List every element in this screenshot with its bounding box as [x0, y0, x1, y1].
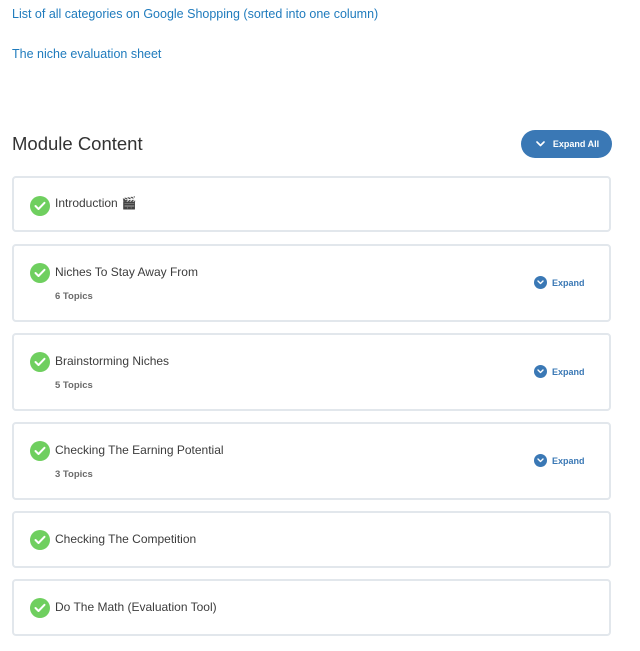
check-circle-icon [30, 530, 50, 550]
expand-label: Expand [552, 455, 585, 466]
check-circle-icon [30, 598, 50, 618]
niche-evaluation-sheet-link[interactable]: The niche evaluation sheet [12, 47, 162, 61]
expand-button[interactable] [534, 454, 585, 467]
expand-all-label: Expand All [552, 139, 600, 149]
lesson-title[interactable]: Brainstorming Niches [55, 354, 170, 368]
check-circle-icon [30, 263, 50, 283]
lesson-title[interactable]: Introduction 🎬 [55, 196, 137, 210]
lesson-item-checking-competition[interactable] [12, 511, 611, 568]
lesson-topic-count: 5 Topics [55, 380, 93, 391]
lesson-title[interactable]: Checking The Competition [55, 532, 197, 546]
lesson-item-brainstorming-niches[interactable] [12, 333, 611, 411]
chevron-down-icon [536, 139, 545, 149]
check-circle-icon [30, 441, 50, 461]
lesson-item-do-the-math[interactable] [12, 579, 611, 636]
expand-button[interactable] [534, 365, 585, 378]
lesson-item-earning-potential[interactable] [12, 422, 611, 500]
chevron-down-icon [534, 365, 547, 378]
clapperboard-icon: 🎬 [121, 196, 137, 210]
expand-label: Expand [552, 366, 585, 377]
check-circle-icon [30, 196, 50, 216]
chevron-down-icon [534, 276, 547, 289]
expand-label: Expand [552, 277, 585, 288]
lesson-item-introduction[interactable] [12, 176, 611, 232]
module-content-heading: Module Content [12, 133, 143, 154]
google-shopping-categories-link[interactable]: List of all categories on Google Shopping (sorted into one column) [12, 7, 379, 21]
expand-button[interactable] [534, 276, 585, 289]
lesson-topic-count: 6 Topics [55, 291, 93, 302]
lesson-topic-count: 3 Topics [55, 469, 93, 480]
lesson-title[interactable]: Niches To Stay Away From [55, 265, 198, 279]
lesson-item-niches-to-stay-away[interactable] [12, 244, 611, 322]
chevron-down-icon [534, 454, 547, 467]
lesson-title[interactable]: Do The Math (Evaluation Tool) [55, 600, 217, 614]
expand-all-button[interactable] [521, 130, 612, 158]
check-circle-icon [30, 352, 50, 372]
lesson-title[interactable]: Checking The Earning Potential [55, 443, 224, 457]
